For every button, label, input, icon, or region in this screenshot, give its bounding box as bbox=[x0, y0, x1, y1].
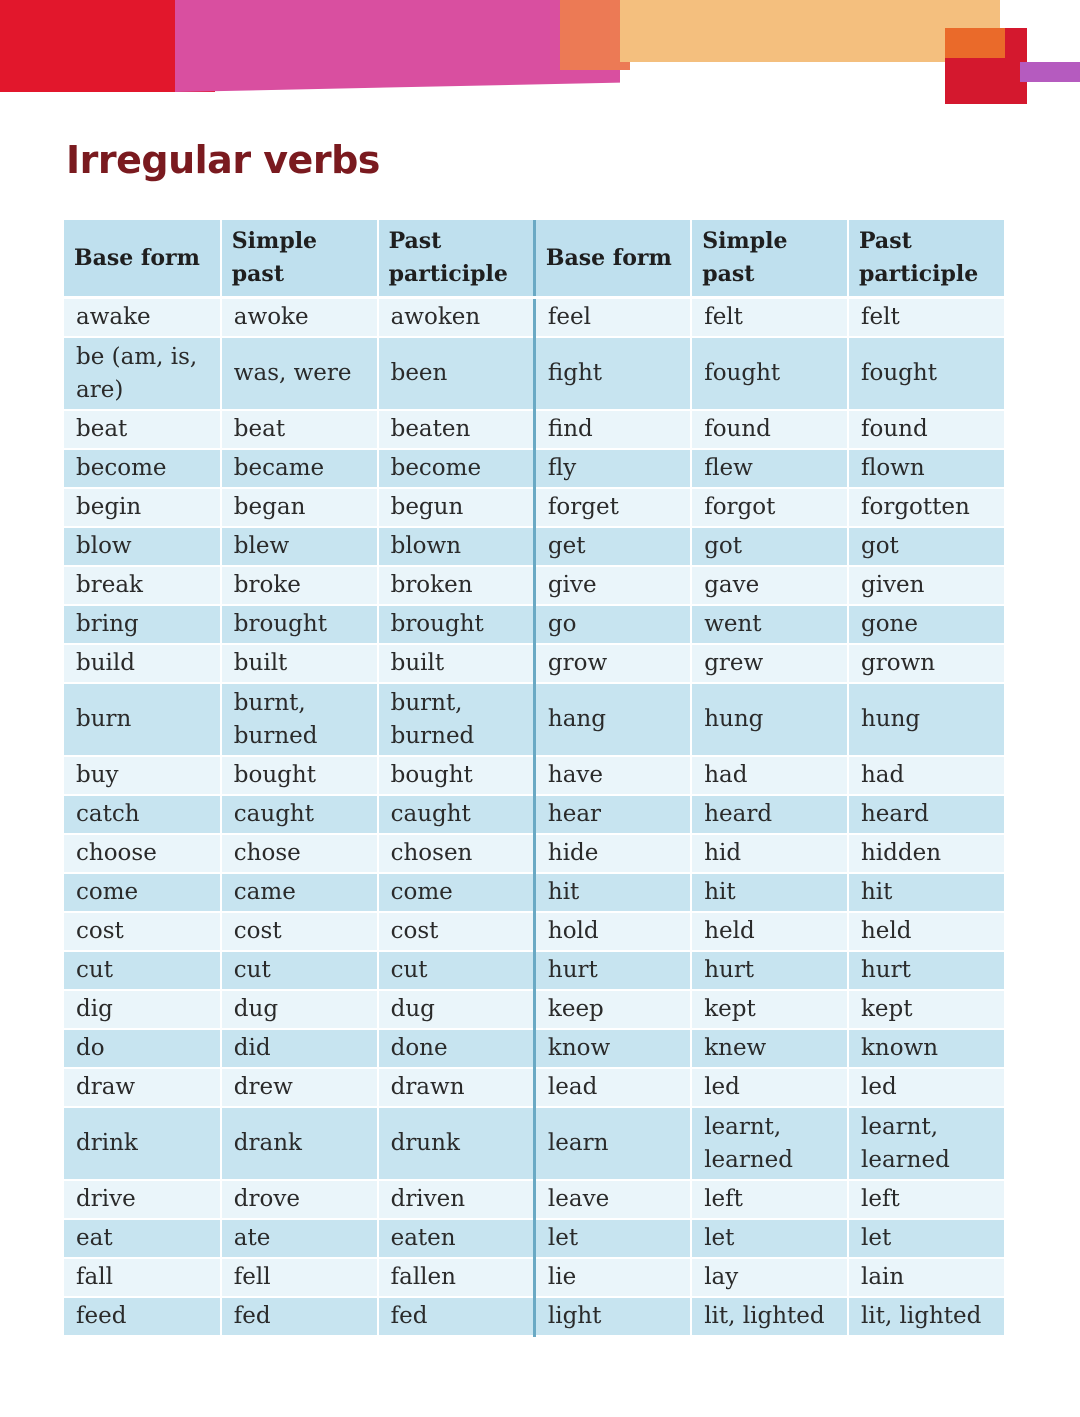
table-cell: break bbox=[64, 566, 221, 605]
table-row bbox=[64, 990, 1005, 1029]
table-cell: felt bbox=[848, 298, 1005, 338]
table-cell: beaten bbox=[378, 410, 535, 449]
table-cell: ate bbox=[221, 1219, 378, 1258]
table-cell: lead bbox=[534, 1068, 691, 1107]
table-cell: hung bbox=[691, 683, 848, 756]
table-cell: led bbox=[691, 1068, 848, 1107]
column-header: Base form bbox=[534, 220, 691, 298]
table-cell: burnt, burned bbox=[378, 683, 535, 756]
table-row bbox=[64, 410, 1005, 449]
table-cell: bought bbox=[221, 756, 378, 795]
table-cell: broke bbox=[221, 566, 378, 605]
table-cell: burnt, burned bbox=[221, 683, 378, 756]
table-cell: cut bbox=[221, 951, 378, 990]
table-cell: blow bbox=[64, 527, 221, 566]
table-cell: caught bbox=[378, 795, 535, 834]
table-cell: gave bbox=[691, 566, 848, 605]
table-cell: came bbox=[221, 873, 378, 912]
table-cell: leave bbox=[534, 1180, 691, 1219]
table-cell: went bbox=[691, 605, 848, 644]
table-row bbox=[64, 1180, 1005, 1219]
table-cell: grow bbox=[534, 644, 691, 683]
table-cell: fell bbox=[221, 1258, 378, 1297]
column-header: Simple past bbox=[691, 220, 848, 298]
table-cell: caught bbox=[221, 795, 378, 834]
table-cell: grown bbox=[848, 644, 1005, 683]
table-cell: flew bbox=[691, 449, 848, 488]
table-cell: kept bbox=[691, 990, 848, 1029]
table-cell: feed bbox=[64, 1297, 221, 1336]
table-cell: burn bbox=[64, 683, 221, 756]
table-cell: was, were bbox=[221, 337, 378, 410]
table-cell: known bbox=[848, 1029, 1005, 1068]
table-cell: draw bbox=[64, 1068, 221, 1107]
table-cell: driven bbox=[378, 1180, 535, 1219]
table-cell: held bbox=[848, 912, 1005, 951]
table-cell: hear bbox=[534, 795, 691, 834]
table-cell: kept bbox=[848, 990, 1005, 1029]
table-cell: hidden bbox=[848, 834, 1005, 873]
table-cell: awoken bbox=[378, 298, 535, 338]
table-cell: come bbox=[378, 873, 535, 912]
table-row bbox=[64, 337, 1005, 410]
table-cell: hurt bbox=[848, 951, 1005, 990]
column-header: Past participle bbox=[378, 220, 535, 298]
table-cell: begin bbox=[64, 488, 221, 527]
table-cell: forget bbox=[534, 488, 691, 527]
table-cell: held bbox=[691, 912, 848, 951]
table-row bbox=[64, 756, 1005, 795]
table-cell: bring bbox=[64, 605, 221, 644]
table-cell: become bbox=[378, 449, 535, 488]
table-cell: catch bbox=[64, 795, 221, 834]
table-row bbox=[64, 1029, 1005, 1068]
table-row bbox=[64, 1068, 1005, 1107]
table-cell: heard bbox=[691, 795, 848, 834]
table-cell: began bbox=[221, 488, 378, 527]
table-cell: gone bbox=[848, 605, 1005, 644]
table-cell: felt bbox=[691, 298, 848, 338]
table-row bbox=[64, 1297, 1005, 1336]
table-cell: hang bbox=[534, 683, 691, 756]
page-title: Irregular verbs bbox=[66, 138, 380, 182]
table-cell: fed bbox=[378, 1297, 535, 1336]
table-cell: fight bbox=[534, 337, 691, 410]
table-cell: drawn bbox=[378, 1068, 535, 1107]
table-cell: do bbox=[64, 1029, 221, 1068]
table-cell: cut bbox=[378, 951, 535, 990]
table-cell: hung bbox=[848, 683, 1005, 756]
header-block-orange bbox=[945, 28, 1005, 58]
table-cell: hit bbox=[691, 873, 848, 912]
table-cell: drank bbox=[221, 1107, 378, 1180]
table-cell: fought bbox=[848, 337, 1005, 410]
table-cell: fought bbox=[691, 337, 848, 410]
irregular-verbs-table bbox=[64, 220, 1006, 1337]
table-cell: lit, lighted bbox=[848, 1297, 1005, 1336]
table-row bbox=[64, 912, 1005, 951]
table-cell: hide bbox=[534, 834, 691, 873]
table-cell: drew bbox=[221, 1068, 378, 1107]
table-row bbox=[64, 298, 1005, 338]
table-cell: come bbox=[64, 873, 221, 912]
table-cell: built bbox=[221, 644, 378, 683]
table-cell: awoke bbox=[221, 298, 378, 338]
table-cell: did bbox=[221, 1029, 378, 1068]
table-cell: drink bbox=[64, 1107, 221, 1180]
table-cell: buy bbox=[64, 756, 221, 795]
table-cell: let bbox=[691, 1219, 848, 1258]
table-row bbox=[64, 834, 1005, 873]
table-cell: hid bbox=[691, 834, 848, 873]
table-cell: keep bbox=[534, 990, 691, 1029]
table-cell: give bbox=[534, 566, 691, 605]
table-cell: know bbox=[534, 1029, 691, 1068]
header-block-purple bbox=[1020, 62, 1080, 82]
table-cell: forgot bbox=[691, 488, 848, 527]
table-row bbox=[64, 1107, 1005, 1180]
table-cell: left bbox=[691, 1180, 848, 1219]
table-cell: led bbox=[848, 1068, 1005, 1107]
table-cell: feel bbox=[534, 298, 691, 338]
table-header-row bbox=[64, 220, 1005, 298]
table-cell: lit, lighted bbox=[691, 1297, 848, 1336]
table-cell: lie bbox=[534, 1258, 691, 1297]
table-cell: dug bbox=[221, 990, 378, 1029]
table-cell: blew bbox=[221, 527, 378, 566]
table-cell: forgotten bbox=[848, 488, 1005, 527]
table-cell: became bbox=[221, 449, 378, 488]
column-header: Base form bbox=[64, 220, 221, 298]
table-cell: drive bbox=[64, 1180, 221, 1219]
table-body bbox=[64, 298, 1005, 1337]
table-row bbox=[64, 644, 1005, 683]
table-cell: cost bbox=[64, 912, 221, 951]
table-cell: left bbox=[848, 1180, 1005, 1219]
table-cell: hit bbox=[848, 873, 1005, 912]
table-cell: built bbox=[378, 644, 535, 683]
table-cell: become bbox=[64, 449, 221, 488]
column-header: Past participle bbox=[848, 220, 1005, 298]
header-band-pink bbox=[175, 0, 620, 92]
table-cell: be (am, is, are) bbox=[64, 337, 221, 410]
table-cell: cut bbox=[64, 951, 221, 990]
table-cell: begun bbox=[378, 488, 535, 527]
table-cell: knew bbox=[691, 1029, 848, 1068]
table-cell: broken bbox=[378, 566, 535, 605]
table-cell: lain bbox=[848, 1258, 1005, 1297]
table-cell: fallen bbox=[378, 1258, 535, 1297]
table-row bbox=[64, 566, 1005, 605]
table-cell: eat bbox=[64, 1219, 221, 1258]
table-cell: light bbox=[534, 1297, 691, 1336]
table-cell: find bbox=[534, 410, 691, 449]
table-row bbox=[64, 951, 1005, 990]
table-row bbox=[64, 683, 1005, 756]
table-cell: fed bbox=[221, 1297, 378, 1336]
table-row bbox=[64, 1219, 1005, 1258]
table-cell: fall bbox=[64, 1258, 221, 1297]
table-row bbox=[64, 527, 1005, 566]
table-row bbox=[64, 449, 1005, 488]
table-cell: beat bbox=[221, 410, 378, 449]
table-cell: bought bbox=[378, 756, 535, 795]
table-cell: beat bbox=[64, 410, 221, 449]
table-cell: found bbox=[848, 410, 1005, 449]
table-cell: got bbox=[691, 527, 848, 566]
table-cell: learn bbox=[534, 1107, 691, 1180]
table-cell: chose bbox=[221, 834, 378, 873]
table-row bbox=[64, 1258, 1005, 1297]
table-cell: learnt, learned bbox=[848, 1107, 1005, 1180]
table-cell: brought bbox=[221, 605, 378, 644]
table-cell: hurt bbox=[534, 951, 691, 990]
table-cell: hold bbox=[534, 912, 691, 951]
table-cell: been bbox=[378, 337, 535, 410]
table-cell: drove bbox=[221, 1180, 378, 1219]
table-cell: cost bbox=[378, 912, 535, 951]
table-cell: dig bbox=[64, 990, 221, 1029]
table-cell: let bbox=[848, 1219, 1005, 1258]
table-cell: had bbox=[691, 756, 848, 795]
table-cell: done bbox=[378, 1029, 535, 1068]
table-row bbox=[64, 605, 1005, 644]
column-header: Simple past bbox=[221, 220, 378, 298]
table-cell: brought bbox=[378, 605, 535, 644]
table-cell: learnt, learned bbox=[691, 1107, 848, 1180]
header-band-peach bbox=[620, 0, 1000, 62]
table-cell: got bbox=[848, 527, 1005, 566]
table-cell: hurt bbox=[691, 951, 848, 990]
table-cell: awake bbox=[64, 298, 221, 338]
table-cell: chosen bbox=[378, 834, 535, 873]
table-cell: had bbox=[848, 756, 1005, 795]
table-cell: given bbox=[848, 566, 1005, 605]
table-cell: found bbox=[691, 410, 848, 449]
table-row bbox=[64, 873, 1005, 912]
table-cell: flown bbox=[848, 449, 1005, 488]
table-cell: get bbox=[534, 527, 691, 566]
table-cell: lay bbox=[691, 1258, 848, 1297]
table-cell: grew bbox=[691, 644, 848, 683]
table-cell: drunk bbox=[378, 1107, 535, 1180]
table-cell: choose bbox=[64, 834, 221, 873]
table-cell: build bbox=[64, 644, 221, 683]
table-row bbox=[64, 488, 1005, 527]
table-row bbox=[64, 795, 1005, 834]
table-cell: go bbox=[534, 605, 691, 644]
table-cell: fly bbox=[534, 449, 691, 488]
table-cell: hit bbox=[534, 873, 691, 912]
table-cell: cost bbox=[221, 912, 378, 951]
table-cell: let bbox=[534, 1219, 691, 1258]
table-cell: dug bbox=[378, 990, 535, 1029]
table-cell: eaten bbox=[378, 1219, 535, 1258]
table-cell: blown bbox=[378, 527, 535, 566]
table-cell: heard bbox=[848, 795, 1005, 834]
table-cell: have bbox=[534, 756, 691, 795]
